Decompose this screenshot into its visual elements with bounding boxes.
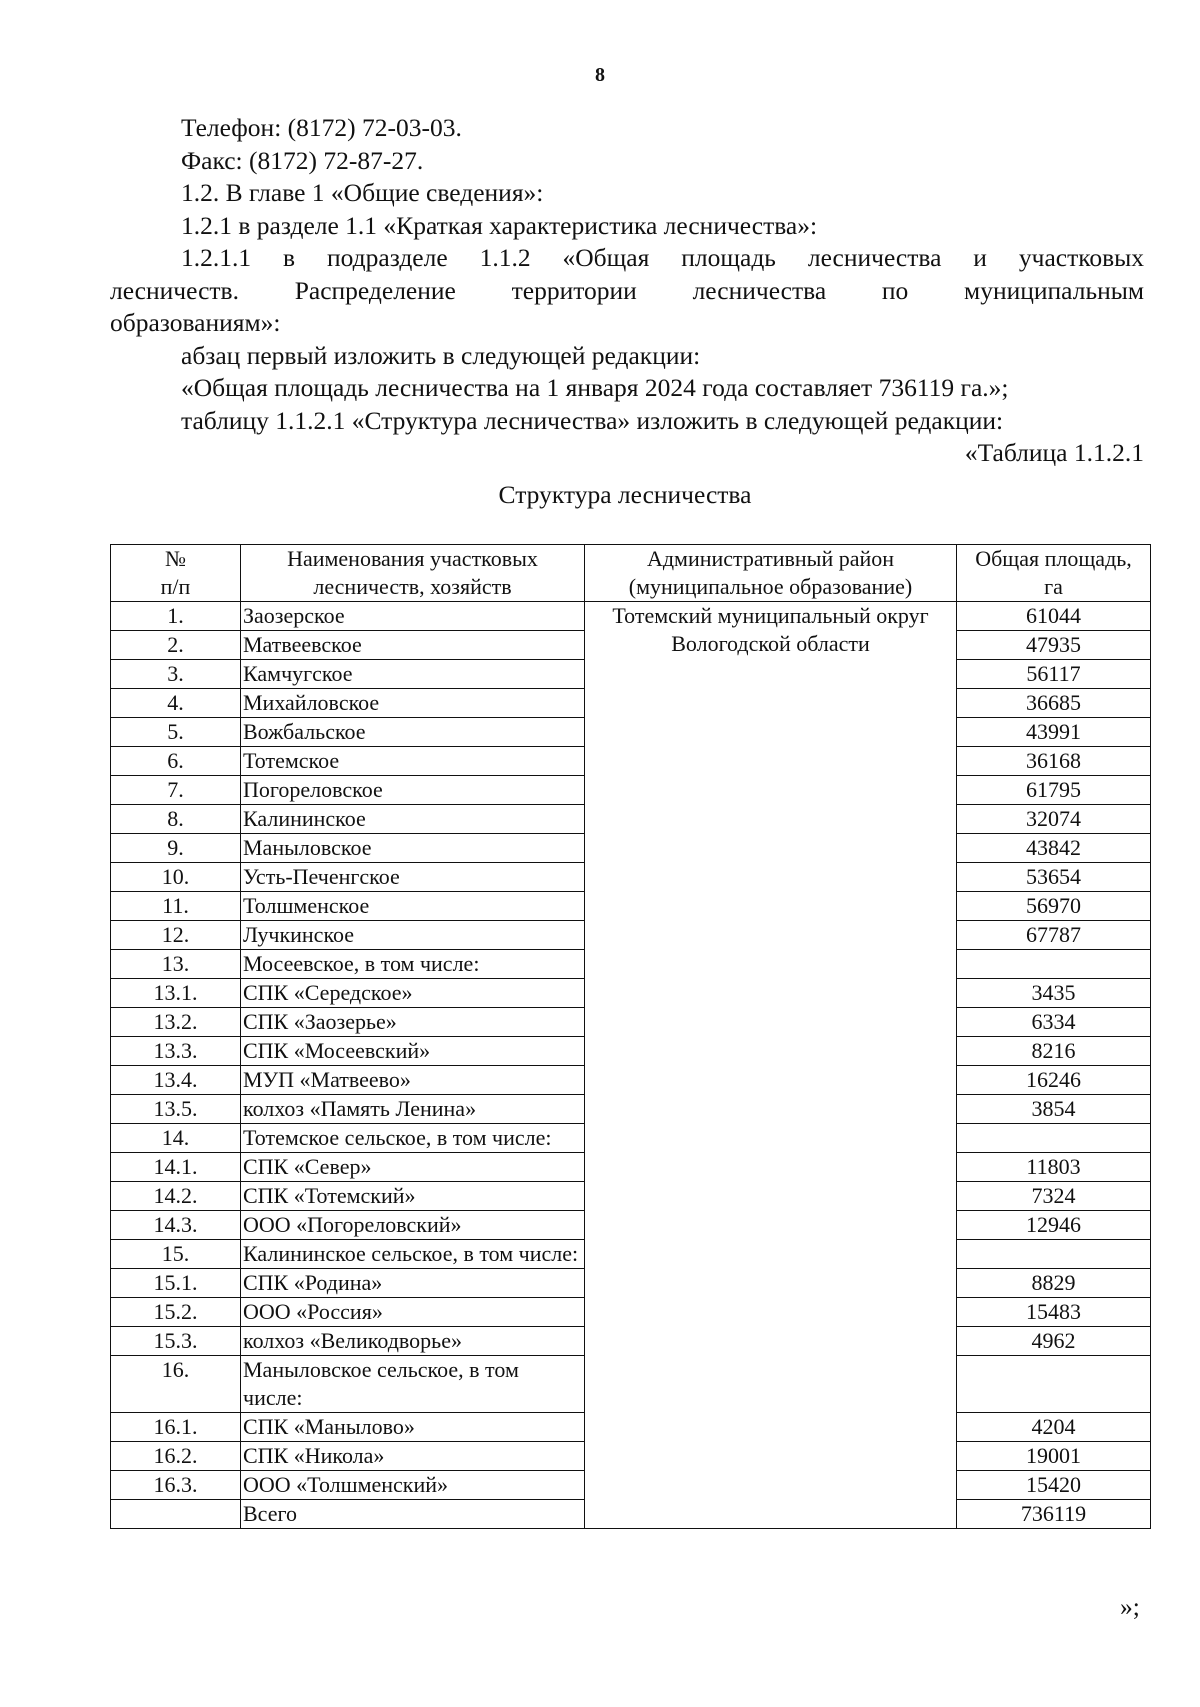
row-number: 16.1. bbox=[111, 1413, 241, 1442]
table-label: «Таблица 1.1.2.1 bbox=[964, 438, 1144, 467]
row-number: 14.3. bbox=[111, 1211, 241, 1240]
row-name: Вожбальское bbox=[241, 718, 585, 747]
row-name: СПК «Заозерье» bbox=[241, 1008, 585, 1037]
row-name: СПК «Родина» bbox=[241, 1269, 585, 1298]
row-area: 8829 bbox=[957, 1269, 1151, 1298]
row-name: Маныловское сельское, в том числе: bbox=[241, 1356, 585, 1413]
row-area: 56117 bbox=[957, 660, 1151, 689]
district-cell: Тотемский муниципальный округ Вологодской области bbox=[585, 602, 957, 1529]
row-area: 16246 bbox=[957, 1066, 1151, 1095]
row-area: 67787 bbox=[957, 921, 1151, 950]
row-area: 8216 bbox=[957, 1037, 1151, 1066]
row-number: 7. bbox=[111, 776, 241, 805]
row-number: 5. bbox=[111, 718, 241, 747]
row-number: 15.2. bbox=[111, 1298, 241, 1327]
row-name: Маныловское bbox=[241, 834, 585, 863]
header-area: Общая площадь, га bbox=[957, 545, 1151, 602]
row-name: Тотемское bbox=[241, 747, 585, 776]
row-number: 16. bbox=[111, 1356, 241, 1413]
row-number: 15.1. bbox=[111, 1269, 241, 1298]
header-number: № п/п bbox=[111, 545, 241, 602]
row-number: 13.2. bbox=[111, 1008, 241, 1037]
header-name: Наименования участковых лесничеств, хозяйств bbox=[241, 545, 585, 602]
row-number: 11. bbox=[111, 892, 241, 921]
row-name: Мосеевское, в том числе: bbox=[241, 950, 585, 979]
row-number: 12. bbox=[111, 921, 241, 950]
row-number: 16.2. bbox=[111, 1442, 241, 1471]
row-number: 6. bbox=[111, 747, 241, 776]
row-name: СПК «Север» bbox=[241, 1153, 585, 1182]
row-number: 16.3. bbox=[111, 1471, 241, 1500]
paragraph-1-2-1-1-line3: образованиям»: bbox=[110, 308, 281, 337]
row-name: СПК «Тотемский» bbox=[241, 1182, 585, 1211]
phone-line: Телефон: (8172) 72-03-03. bbox=[181, 113, 462, 142]
row-area: 61795 bbox=[957, 776, 1151, 805]
row-name: Калининское сельское, в том числе: bbox=[241, 1240, 585, 1269]
row-number: 13.4. bbox=[111, 1066, 241, 1095]
row-area: 36685 bbox=[957, 689, 1151, 718]
row-name: Всего bbox=[241, 1500, 585, 1529]
row-number: 13.3. bbox=[111, 1037, 241, 1066]
row-area: 43842 bbox=[957, 834, 1151, 863]
row-number: 9. bbox=[111, 834, 241, 863]
row-name: СПК «Никола» bbox=[241, 1442, 585, 1471]
row-name: Лучкинское bbox=[241, 921, 585, 950]
row-area: 3854 bbox=[957, 1095, 1151, 1124]
row-area: 3435 bbox=[957, 979, 1151, 1008]
row-name: колхоз «Память Ленина» bbox=[241, 1095, 585, 1124]
row-name: Тотемское сельское, в том числе: bbox=[241, 1124, 585, 1153]
row-number: 14. bbox=[111, 1124, 241, 1153]
table-body bbox=[111, 602, 1151, 1529]
closing-quote: »; bbox=[1120, 1592, 1140, 1621]
row-area: 11803 bbox=[957, 1153, 1151, 1182]
row-area: 4962 bbox=[957, 1327, 1151, 1356]
row-area bbox=[957, 1240, 1151, 1269]
row-number: 15. bbox=[111, 1240, 241, 1269]
row-area: 4204 bbox=[957, 1413, 1151, 1442]
row-name: Камчугское bbox=[241, 660, 585, 689]
row-name: Усть-Печенгское bbox=[241, 863, 585, 892]
table-instruction: таблицу 1.1.2.1 «Структура лесничества» изложить в следующей редакции: bbox=[181, 405, 1004, 435]
row-number: 13.1. bbox=[111, 979, 241, 1008]
abzac-instruction: абзац первый изложить в следующей редакции: bbox=[181, 340, 701, 370]
row-name: Михайловское bbox=[241, 689, 585, 718]
row-area bbox=[957, 1356, 1151, 1413]
header-district: Административный район (муниципальное образование) bbox=[585, 545, 957, 602]
row-area: 19001 bbox=[957, 1442, 1151, 1471]
row-name: ООО «Погореловский» bbox=[241, 1211, 585, 1240]
paragraph-1-2: 1.2. В главе 1 «Общие сведения»: bbox=[181, 178, 544, 207]
row-area bbox=[957, 1124, 1151, 1153]
fax-line: Факс: (8172) 72-87-27. bbox=[181, 145, 424, 175]
row-number: 2. bbox=[111, 631, 241, 660]
row-name: СПК «Мосеевский» bbox=[241, 1037, 585, 1066]
row-name: Заозерское bbox=[241, 602, 585, 631]
row-number bbox=[111, 1500, 241, 1529]
row-name: колхоз «Великодворье» bbox=[241, 1327, 585, 1356]
row-name: Калининское bbox=[241, 805, 585, 834]
row-number: 13. bbox=[111, 950, 241, 979]
row-number: 8. bbox=[111, 805, 241, 834]
row-name: МУП «Матвеево» bbox=[241, 1066, 585, 1095]
row-area: 6334 bbox=[957, 1008, 1151, 1037]
row-area: 56970 bbox=[957, 892, 1151, 921]
forestry-structure-table bbox=[110, 544, 1151, 1529]
row-number: 10. bbox=[111, 863, 241, 892]
row-number: 14.2. bbox=[111, 1182, 241, 1211]
row-number: 4. bbox=[111, 689, 241, 718]
amendment-text bbox=[110, 112, 1144, 470]
row-name: Толшменское bbox=[241, 892, 585, 921]
row-name: СПК «Манылово» bbox=[241, 1413, 585, 1442]
paragraph-1-2-1: 1.2.1 в разделе 1.1 «Краткая характеристика лесничества»: bbox=[181, 210, 818, 240]
row-area bbox=[957, 950, 1151, 979]
row-name: СПК «Середское» bbox=[241, 979, 585, 1008]
row-number: 3. bbox=[111, 660, 241, 689]
row-area: 736119 bbox=[957, 1500, 1151, 1529]
row-area: 53654 bbox=[957, 863, 1151, 892]
paragraph-1-2-1-1-line2: лесничеств. Распределение территории лесничества по муниципальным bbox=[110, 275, 1144, 305]
row-number: 14.1. bbox=[111, 1153, 241, 1182]
table-title: Структура лесничества bbox=[498, 480, 752, 509]
row-area: 61044 bbox=[957, 602, 1151, 631]
row-number: 15.3. bbox=[111, 1327, 241, 1356]
total-area-quote: «Общая площадь лесничества на 1 января 2024 года составляет 736119 га.»; bbox=[181, 373, 1009, 402]
row-name: ООО «Толшменский» bbox=[241, 1471, 585, 1500]
row-name: ООО «Россия» bbox=[241, 1298, 585, 1327]
row-name: Погореловское bbox=[241, 776, 585, 805]
row-area: 36168 bbox=[957, 747, 1151, 776]
row-number: 13.5. bbox=[111, 1095, 241, 1124]
page-number: 8 bbox=[595, 64, 605, 86]
paragraph-1-2-1-1-line1: 1.2.1.1 в подразделе 1.1.2 «Общая площадь лесничества и участковых bbox=[181, 243, 1144, 272]
row-area: 43991 bbox=[957, 718, 1151, 747]
row-area: 15483 bbox=[957, 1298, 1151, 1327]
table-header-row bbox=[111, 545, 1151, 602]
row-area: 12946 bbox=[957, 1211, 1151, 1240]
row-number: 1. bbox=[111, 602, 241, 631]
row-area: 15420 bbox=[957, 1471, 1151, 1500]
row-area: 32074 bbox=[957, 805, 1151, 834]
table-row bbox=[111, 602, 1151, 631]
row-area: 47935 bbox=[957, 631, 1151, 660]
row-area: 7324 bbox=[957, 1182, 1151, 1211]
row-name: Матвеевское bbox=[241, 631, 585, 660]
